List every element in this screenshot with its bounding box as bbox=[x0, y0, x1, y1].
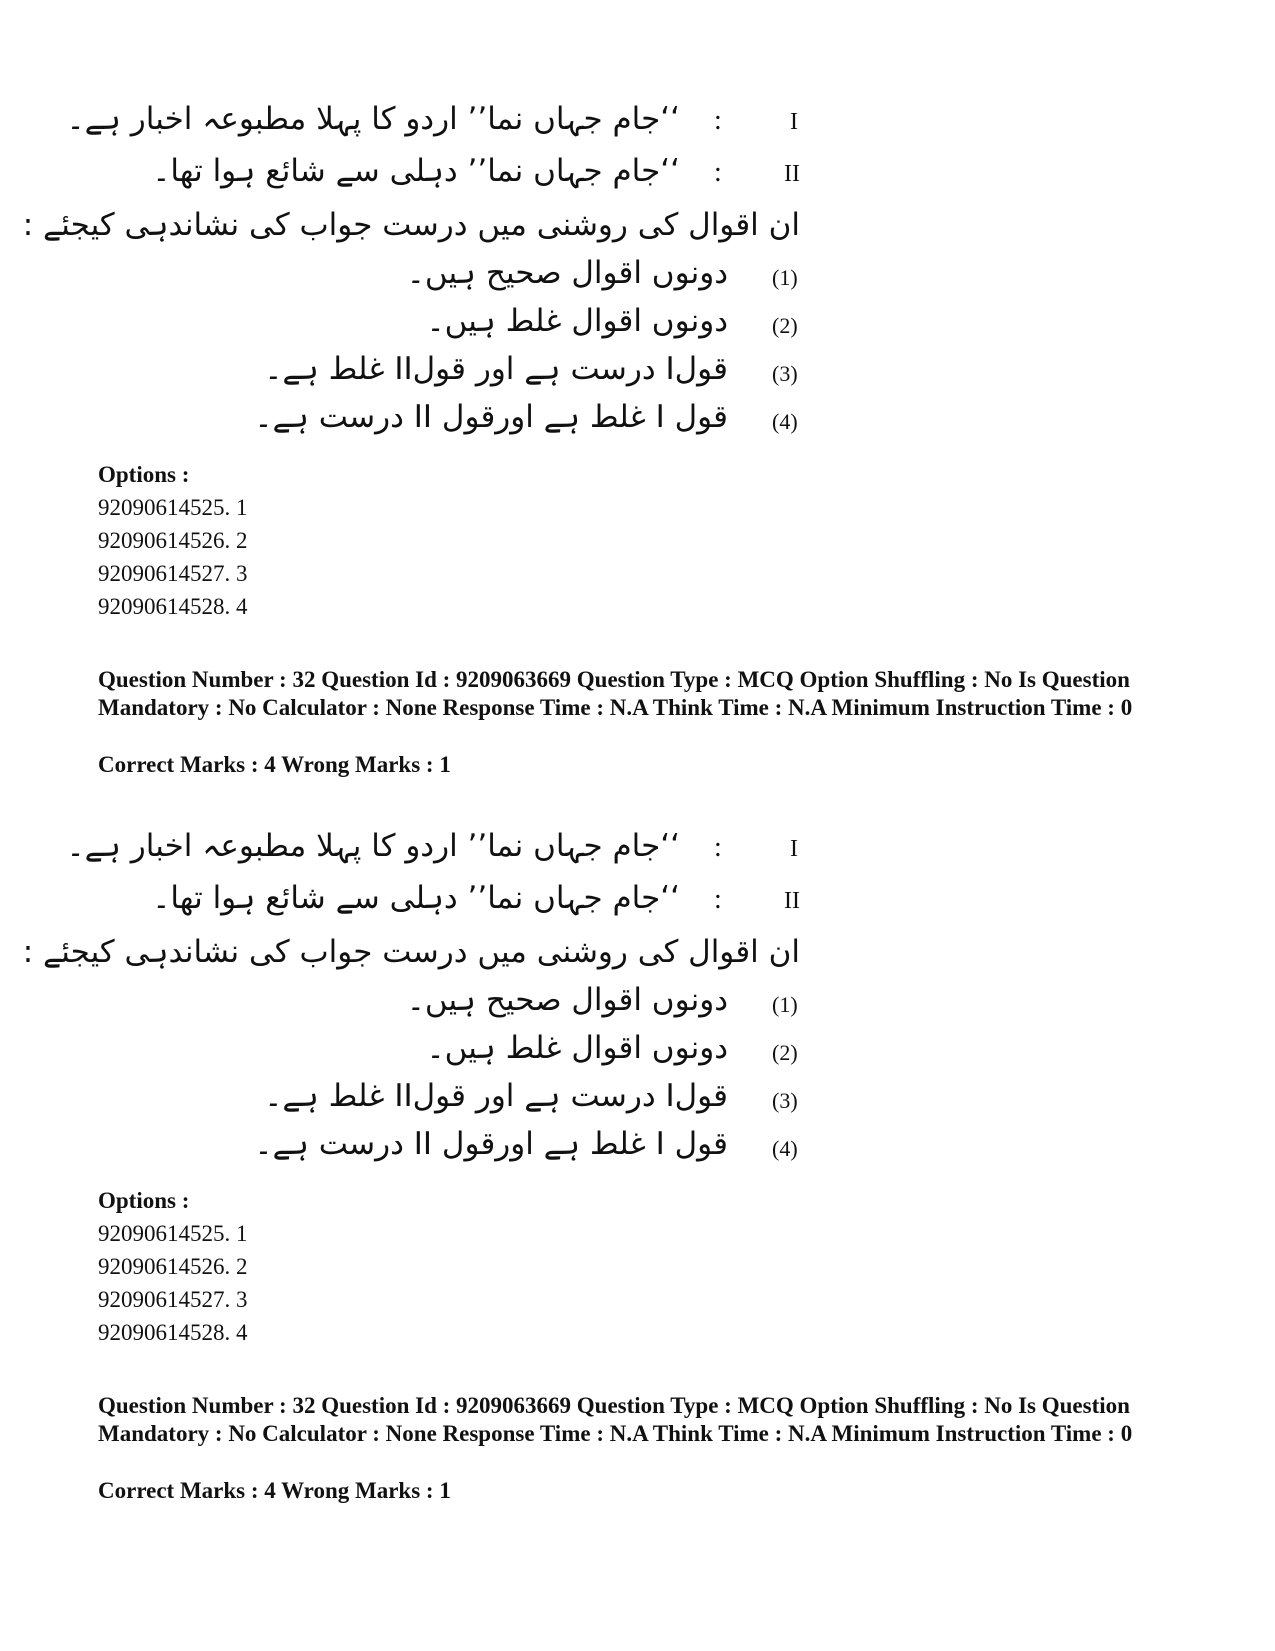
options-label: Options : bbox=[98, 1188, 190, 1213]
option-row: 92090614527. 3 bbox=[98, 1287, 248, 1312]
statement-colon: : bbox=[714, 884, 722, 915]
urdu-question-area bbox=[22, 95, 840, 455]
statement-colon: : bbox=[714, 832, 722, 863]
choice-text: قول I غلط ہے اورقول II درست ہے۔ bbox=[254, 399, 728, 435]
statement-text: ‘‘جام جہاں نما’’ اردو کا پہلا مطبوعہ اخبار ہے۔ bbox=[66, 101, 680, 137]
choice-text: دونوں اقوال غلط ہیں۔ bbox=[426, 303, 728, 339]
options-label: Options : bbox=[98, 462, 190, 487]
choice-number: (3) bbox=[772, 361, 798, 386]
choice-number: (4) bbox=[772, 409, 798, 434]
choice-number: (2) bbox=[772, 1040, 798, 1065]
statement-text: ‘‘جام جہاں نما’’ اردو کا پہلا مطبوعہ اخبار ہے۔ bbox=[66, 828, 680, 864]
statement-text: ‘‘جام جہاں نما’’ دہلی سے شائع ہوا تھا۔ bbox=[152, 153, 680, 189]
instruction-text: ان اقوال کی روشنی میں درست جواب کی نشاندہی کیجئے : bbox=[22, 207, 800, 243]
choice-text: قولI درست ہے اور قولII غلط ہے۔ bbox=[264, 1078, 728, 1114]
marks-info: Correct Marks : 4 Wrong Marks : 1 bbox=[98, 752, 451, 777]
choice-number: (2) bbox=[772, 313, 798, 338]
option-row: 92090614525. 1 bbox=[98, 495, 248, 520]
option-row: 92090614528. 4 bbox=[98, 1320, 248, 1345]
option-row: 92090614525. 1 bbox=[98, 1221, 248, 1246]
option-row: 92090614526. 2 bbox=[98, 1254, 248, 1279]
marks-info: Correct Marks : 4 Wrong Marks : 1 bbox=[98, 1478, 451, 1503]
choice-number: (1) bbox=[772, 265, 798, 290]
option-row: 92090614526. 2 bbox=[98, 528, 248, 553]
statement-numeral: II bbox=[784, 161, 800, 187]
instruction-text: ان اقوال کی روشنی میں درست جواب کی نشاندہی کیجئے : bbox=[22, 934, 800, 970]
statement-numeral: I bbox=[790, 836, 798, 862]
choice-number: (1) bbox=[772, 992, 798, 1017]
option-row: 92090614527. 3 bbox=[98, 561, 248, 586]
urdu-question-area bbox=[22, 822, 840, 1182]
choice-text: قول I غلط ہے اورقول II درست ہے۔ bbox=[254, 1126, 728, 1162]
choice-text: دونوں اقوال صحیح ہیں۔ bbox=[406, 255, 728, 291]
statement-numeral: I bbox=[790, 109, 798, 135]
question-meta: Question Number : 32 Question Id : 9209063669 Question Type : MCQ Option Shuffling : No Is Question Mandatory : No Calculator : None Response Time : N.A Think Time : N.A Minimum Instruction Time : 0 bbox=[98, 667, 1133, 720]
choice-text: دونوں اقوال صحیح ہیں۔ bbox=[406, 982, 728, 1018]
question-meta: Question Number : 32 Question Id : 9209063669 Question Type : MCQ Option Shuffling : No Is Question Mandatory : No Calculator : None Response Time : N.A Think Time : N.A Minimum Instruction Time : 0 bbox=[98, 1393, 1133, 1446]
statement-text: ‘‘جام جہاں نما’’ دہلی سے شائع ہوا تھا۔ bbox=[152, 880, 680, 916]
statement-colon: : bbox=[714, 105, 722, 136]
option-row: 92090614528. 4 bbox=[98, 594, 248, 619]
choice-text: دونوں اقوال غلط ہیں۔ bbox=[426, 1030, 728, 1066]
choice-number: (3) bbox=[772, 1088, 798, 1113]
statement-colon: : bbox=[714, 157, 722, 188]
choice-text: قولI درست ہے اور قولII غلط ہے۔ bbox=[264, 351, 728, 387]
statement-numeral: II bbox=[784, 888, 800, 914]
choice-number: (4) bbox=[772, 1136, 798, 1161]
